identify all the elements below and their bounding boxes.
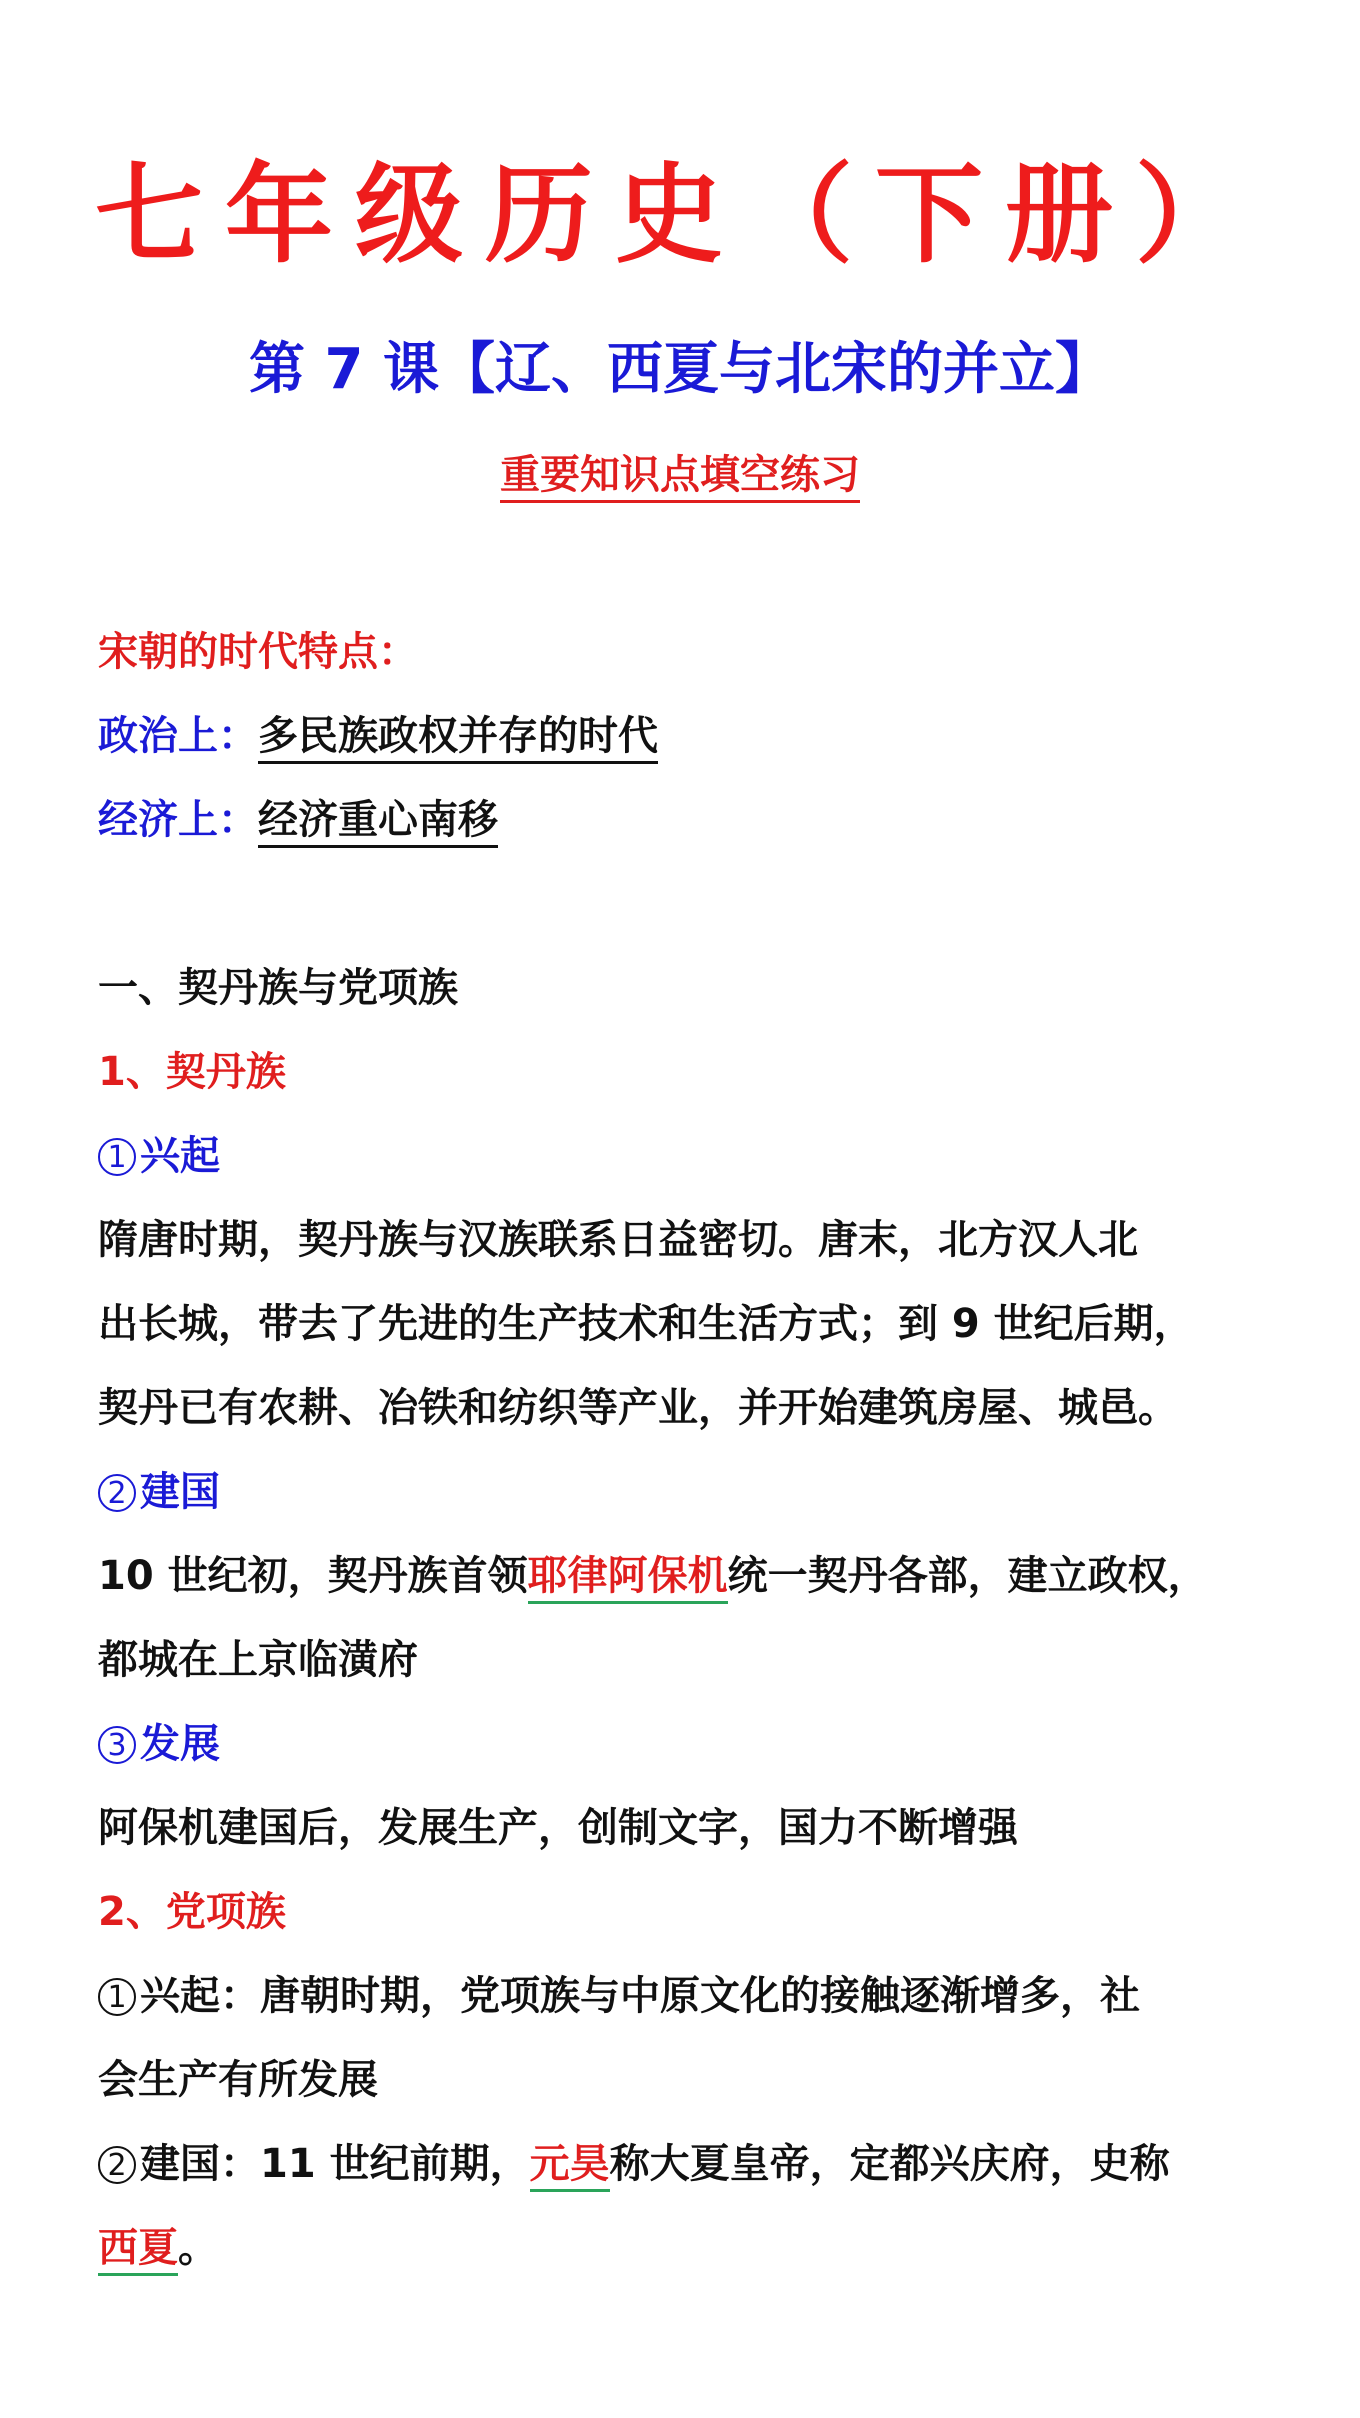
politics-label: 政治上： [98, 713, 258, 759]
khitan-rise-line-3: 契丹已有农耕、冶铁和纺织等产业，并开始建筑房屋、城邑。 [98, 1385, 1178, 1431]
circled-number: 2 [98, 2146, 136, 2184]
khitan-rise-label: 兴起 [140, 1133, 220, 1179]
era-politics [98, 694, 1278, 778]
khitan-found-line-2: 都城在上京临潢府 [98, 1637, 418, 1683]
content-body [98, 610, 1278, 2290]
section-label-text: 重要知识点填空练习 [500, 452, 860, 503]
dangxiang-rise-text: 兴起：唐朝时期，党项族与中原文化的接触逐渐增多，社 [140, 1973, 1140, 2019]
dangxiang-found-line-2 [98, 2206, 1278, 2290]
khitan-develop-heading [98, 1702, 1278, 1786]
part1-heading: 一、契丹族与党项族 [98, 965, 458, 1011]
khitan-develop-label: 发展 [140, 1721, 220, 1767]
khitan-found-label: 建国 [140, 1469, 220, 1515]
khitan-heading: 1、契丹族 [98, 1049, 286, 1095]
dangxiang-heading: 2、党项族 [98, 1889, 286, 1935]
circled-number: 1 [98, 1138, 136, 1176]
politics-value: 多民族政权并存的时代 [258, 713, 658, 764]
dangxiang-found-post: 。 [178, 2225, 218, 2271]
page-title: 七年级历史（下册） [94, 152, 1265, 278]
section-label [0, 445, 1360, 505]
khitan-found-heading [98, 1450, 1278, 1534]
found-text-post: 统一契丹各部，建立政权， [727, 1553, 1208, 1599]
key-term-yuanhao: 元昊 [530, 2141, 610, 2192]
circled-number: 1 [98, 1978, 136, 2016]
circled-number: 2 [98, 1474, 136, 1512]
dangxiang-rise-line-1 [98, 1954, 1278, 2038]
spacer [98, 862, 1278, 946]
khitan-found-line-1 [98, 1534, 1278, 1618]
era-economy [98, 778, 1278, 862]
key-term-xixia: 西夏 [98, 2225, 178, 2276]
dangxiang-rise-line-2: 会生产有所发展 [98, 2057, 378, 2103]
key-term-yelu-abaoji: 耶律阿保机 [528, 1553, 728, 1604]
khitan-rise-line-2: 出长城，带去了先进的生产技术和生活方式；到 9 世纪后期， [98, 1301, 1194, 1347]
found-text-pre: 10 世纪初，契丹族首领 [98, 1553, 528, 1599]
economy-value: 经济重心南移 [258, 797, 498, 848]
khitan-rise-line-1: 隋唐时期，契丹族与汉族联系日益密切。唐末，北方汉人北 [98, 1217, 1138, 1263]
khitan-rise-heading [98, 1114, 1278, 1198]
khitan-develop-text: 阿保机建国后，发展生产，创制文字，国力不断增强 [98, 1805, 1018, 1851]
dangxiang-found-mid: 称大夏皇帝，定都兴庆府，史称 [609, 2141, 1170, 2187]
dangxiang-found-pre: 建国：11 世纪前期， [140, 2141, 530, 2187]
dangxiang-found-line-1 [98, 2122, 1278, 2206]
era-heading: 宋朝的时代特点： [98, 629, 418, 675]
economy-label: 经济上： [98, 797, 258, 843]
lesson-subtitle: 第 7 课【辽、西夏与北宋的并立】 [249, 337, 1111, 402]
circled-number: 3 [98, 1726, 136, 1764]
